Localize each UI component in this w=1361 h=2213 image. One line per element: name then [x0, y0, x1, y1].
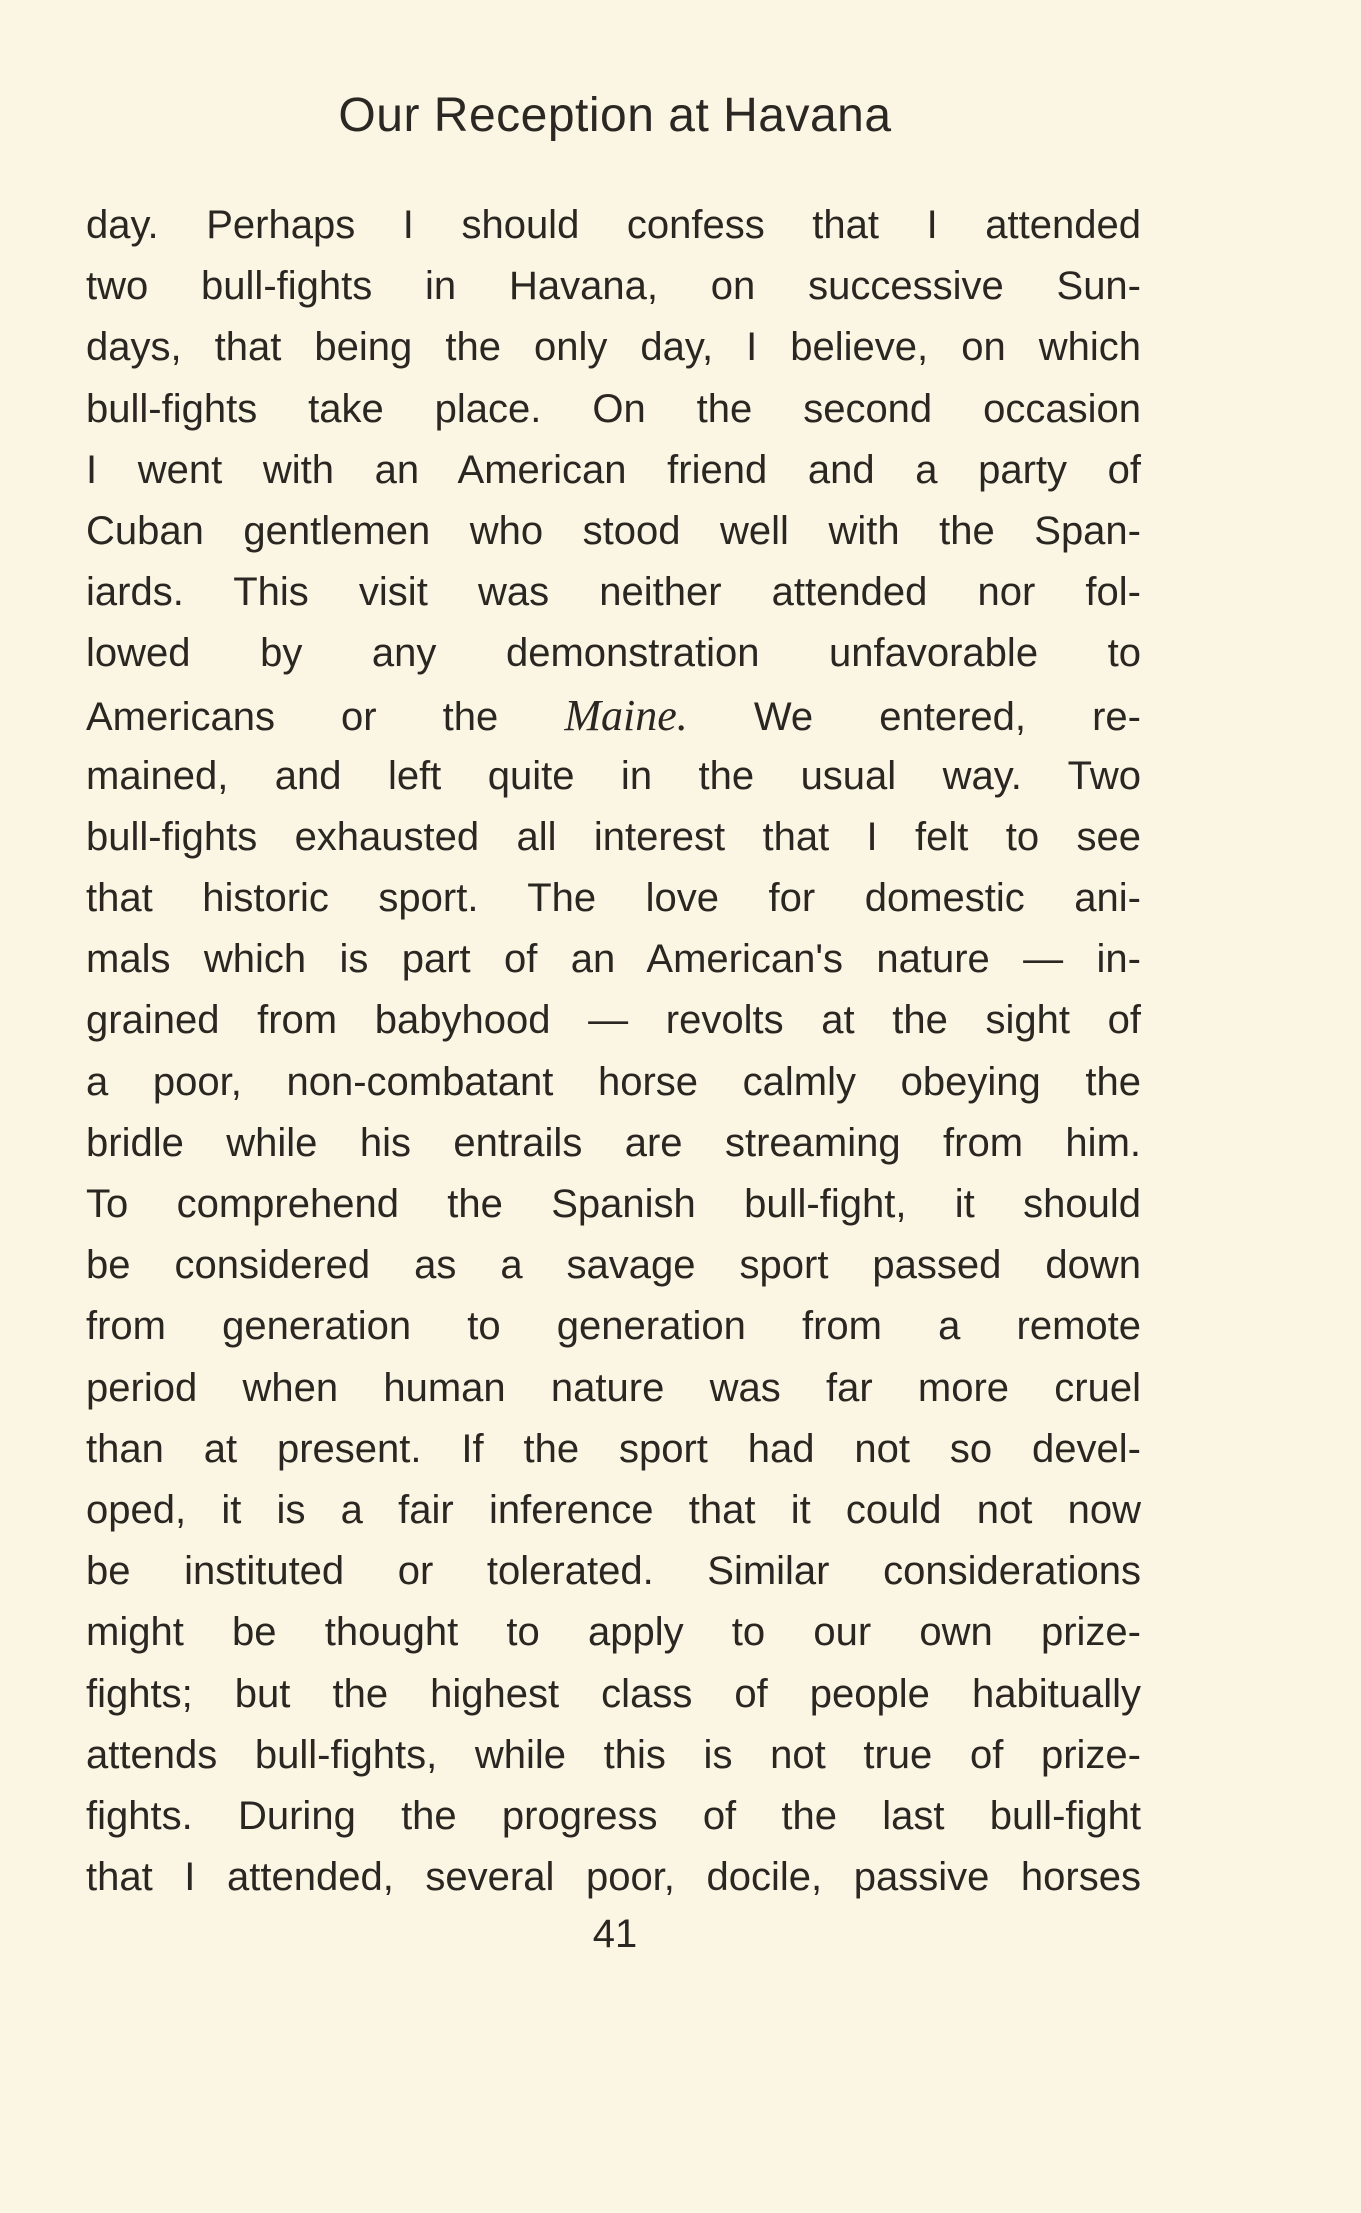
- text-line: Cuban gentlemen who stood well with the Span-: [86, 508, 1141, 553]
- text-segment: Americans or the: [86, 694, 565, 739]
- italic-ship-name: Maine.: [564, 690, 688, 740]
- text-line: bull-fights exhausted all interest that I felt to see: [86, 814, 1141, 859]
- text-line: that I attended, several poor, docile, passive horses: [86, 1855, 1141, 1900]
- text-line: grained from babyhood — revolts at the sight of: [86, 998, 1141, 1043]
- text-line: a poor, non-combatant horse calmly obeying the: [86, 1059, 1141, 1104]
- text-line: fights. During the progress of the last bull-fight: [86, 1793, 1141, 1838]
- text-line: that historic sport. The love for domestic ani-: [86, 876, 1141, 921]
- text-line: might be thought to apply to our own prize-: [86, 1610, 1141, 1655]
- text-line: period when human nature was far more cruel: [86, 1365, 1141, 1410]
- text-line-with-italic: [86, 685, 1141, 746]
- text-line: bull-fights take place. On the second occasion: [86, 386, 1141, 431]
- text-line: two bull-fights in Havana, on successive Sun-: [86, 264, 1141, 309]
- text-line: than at present. If the sport had not so devel-: [86, 1426, 1141, 1471]
- running-head: Our Reception at Havana: [338, 89, 892, 142]
- body-text: [86, 195, 1141, 1908]
- text-line: mals which is part of an American's nature — in-: [86, 937, 1141, 982]
- text-line: fights; but the highest class of people habitually: [86, 1671, 1141, 1716]
- text-line: be instituted or tolerated. Similar considerations: [86, 1549, 1141, 1594]
- text-line: attends bull-fights, while this is not true of prize-: [86, 1732, 1141, 1777]
- text-line: lowed by any demonstration unfavorable to: [86, 631, 1141, 676]
- text-line: iards. This visit was neither attended nor fol-: [86, 570, 1141, 615]
- text-line: mained, and left quite in the usual way. Two: [86, 753, 1141, 798]
- text-line: bridle while his entrails are streaming from him.: [86, 1120, 1141, 1165]
- text-line: I went with an American friend and a party of: [86, 447, 1141, 492]
- text-line: To comprehend the Spanish bull-fight, it should: [86, 1182, 1141, 1226]
- page-number: 41: [592, 1912, 638, 1956]
- text-line: day. Perhaps I should confess that I attended: [86, 203, 1141, 247]
- text-line: from generation to generation from a remote: [86, 1304, 1141, 1349]
- text-segment: We entered, re-: [687, 694, 1141, 739]
- text-line: oped, it is a fair inference that it could not now: [86, 1487, 1141, 1532]
- text-line: days, that being the only day, I believe, on which: [86, 325, 1141, 370]
- text-line: be considered as a savage sport passed down: [86, 1243, 1141, 1288]
